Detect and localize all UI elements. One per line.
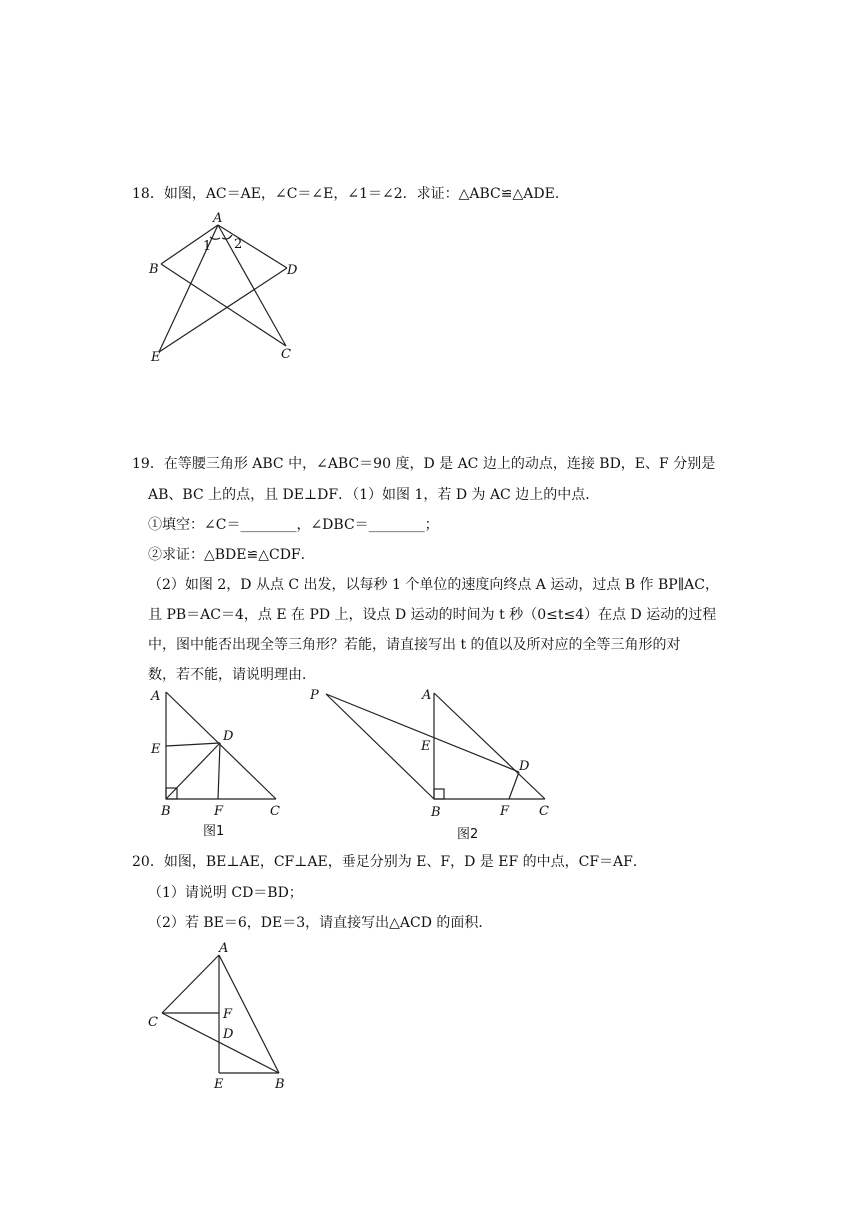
- fig1-caption: 图1: [203, 824, 225, 839]
- q18-label-D: D: [287, 263, 298, 278]
- q18-label-B: B: [149, 262, 159, 277]
- q19-line-8: 数，若不能，请说明理由．: [148, 667, 316, 683]
- fig1-label-E: E: [151, 742, 161, 757]
- q20-line-2: （1）请说明 CD＝BD；: [148, 885, 303, 901]
- q19-line-6: 且 PB＝AC＝4，点 E 在 PD 上，设点 D 运动的时间为 t 秒（0≤t≤4）在点 D 运动的过程: [148, 607, 717, 623]
- q19-line-4: ②求证：△BDE≌△CDF．: [148, 547, 315, 563]
- q20-label-D: D: [223, 1027, 234, 1042]
- q20-label-C: C: [148, 1015, 158, 1030]
- q20-lines: [162, 955, 279, 1073]
- q18-angle-1: 1: [203, 239, 212, 254]
- q20-label-A: A: [219, 941, 229, 956]
- fig2-caption: 图2: [457, 827, 479, 842]
- q20-label-B: B: [275, 1077, 285, 1092]
- q20-label-E: E: [214, 1077, 224, 1092]
- fig1-label-F: F: [214, 804, 224, 819]
- q18-text: 18．如图，AC＝AE，∠C＝∠E，∠1＝∠2．求证：△ABC≌△ADE．: [132, 186, 569, 202]
- q19-line-5: （2）如图 2，D 从点 C 出发，以每秒 1 个单位的速度向终点 A 运动，过点 B 作 BP∥AC，: [148, 577, 720, 593]
- fig2-label-D: D: [519, 759, 530, 774]
- fig2-label-A: A: [422, 688, 432, 703]
- q18-angle-2: 2: [234, 237, 243, 252]
- q19-line-1: 19．在等腰三角形 ABC 中，∠ABC＝90 度，D 是 AC 边上的动点，连接 BD，E、F 分别是: [132, 456, 716, 472]
- q19-line-3: ①填空：∠C＝________，∠DBC＝________；: [148, 517, 439, 533]
- q18-label-C: C: [281, 347, 291, 362]
- q19-line-2: AB、BC 上的点，且 DE⊥DF．（1）如图 1，若 D 为 AC 边上的中点．: [148, 487, 600, 503]
- fig2-label-P: P: [310, 688, 319, 703]
- q19-line-7: 中，图中能否出现全等三角形？若能，请直接写出 t 的值以及所对应的全等三角形的对: [148, 637, 681, 653]
- q20-line-3: （2）若 BE＝6，DE＝3，请直接写出△ACD 的面积．: [148, 915, 493, 931]
- q20-label-F: F: [223, 1007, 233, 1022]
- q20-line-1: 20．如图，BE⊥AE，CF⊥AE，垂足分别为 E、F，D 是 EF 的中点，CF＝AF．: [132, 854, 647, 870]
- q18-label-A: A: [213, 211, 223, 226]
- fig2-label-E: E: [421, 739, 431, 754]
- fig1-label-B: B: [161, 804, 171, 819]
- fig1-label-D: D: [223, 729, 234, 744]
- fig2-label-C: C: [539, 804, 549, 819]
- fig1-label-C: C: [270, 804, 280, 819]
- fig2-label-B: B: [431, 805, 441, 820]
- q18-label-E: E: [151, 350, 161, 365]
- fig2-label-F: F: [500, 804, 510, 819]
- fig1-label-A: A: [151, 689, 161, 704]
